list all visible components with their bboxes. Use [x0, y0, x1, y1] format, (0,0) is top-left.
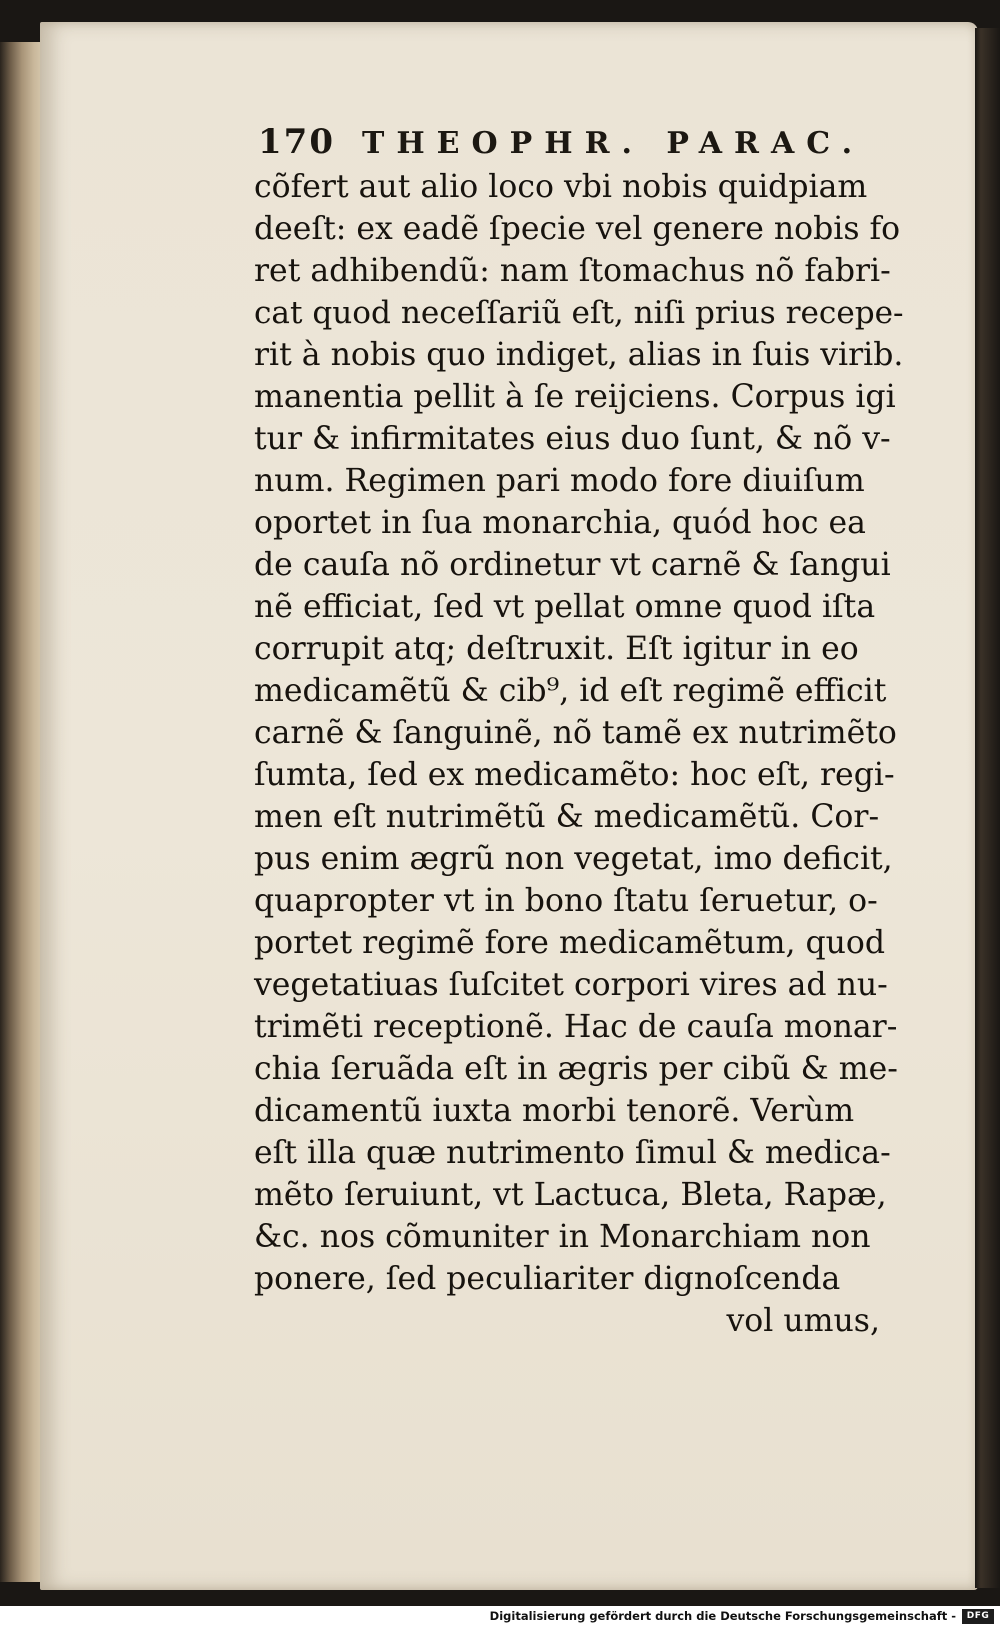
text-line: chia ſeruãda eſt in ægris per cibũ & me- [254, 1051, 898, 1087]
text-line: pus enim ægrũ non vegetat, imo deficit, [254, 841, 893, 877]
text-line: quapropter vt in bono ſtatu ſeruetur, o- [254, 883, 878, 919]
dfg-logo: DFG [962, 1609, 994, 1624]
text-line: trimẽti receptionẽ. Hac de cauſa monar- [254, 1009, 898, 1045]
funding-credit: Digitalisierung gefördert durch die Deutsche Forschungsgemeinschaft - [489, 1609, 956, 1623]
text-line: tur & infirmitates eius duo ſunt, & nõ v- [254, 421, 891, 457]
text-line: men eſt nutrimẽtũ & medicamẽtũ. Cor- [254, 799, 880, 835]
text-line: de cauſa nõ ordinetur vt carnẽ & ſangui [254, 547, 891, 583]
text-line: medicamẽtũ & cib⁹, id eſt regimẽ efficit [254, 673, 887, 709]
text-line: ſumta, ſed ex medicamẽto: hoc eſt, regi- [254, 757, 895, 793]
page-edges-left [0, 42, 45, 1582]
page-header [258, 122, 898, 170]
text-line: deeſt: ex eadẽ ſpecie vel genere nobis fo [254, 211, 901, 247]
text-line: portet regimẽ fore medicamẽtum, quod [254, 925, 886, 961]
catchword: vol umus, [726, 1303, 880, 1339]
text-line: ponere, ſed peculiariter dignoſcenda [254, 1261, 841, 1297]
text-line: corrupit atq; deſtruxit. Eſt igitur in eo [254, 631, 859, 667]
text-line: num. Regimen pari modo fore diuiſum [254, 463, 865, 499]
text-line: carnẽ & ſanguinẽ, nõ tamẽ ex nutrimẽto [254, 715, 897, 751]
text-line: dicamentũ iuxta morbi tenorẽ. Verùm [254, 1093, 855, 1129]
text-line: rit à nobis quo indiget, alias in ſuis virib. [254, 337, 904, 373]
page-number: 170 [258, 122, 335, 162]
text-line: cõfert aut alio loco vbi nobis quidpiam [254, 169, 868, 205]
body-text [254, 166, 904, 1342]
text-line: nẽ efficiat, ſed vt pellat omne quod iſta [254, 589, 876, 625]
text-line: eſt illa quæ nutrimento ſimul & medica- [254, 1135, 891, 1171]
text-line: cat quod neceſſariũ eſt, niſi prius recepe- [254, 295, 904, 331]
text-line: mẽto ſeruiunt, vt Lactuca, Bleta, Rapæ, [254, 1177, 887, 1213]
running-head: THEOPHR. PARAC. [362, 126, 865, 161]
text-line: &c. nos cõmuniter in Monarchiam non [254, 1219, 871, 1255]
text-line: vegetatiuas ſuſcitet corpori vires ad nu- [254, 967, 888, 1003]
text-line: manentia pellit à ſe reijciens. Corpus igi [254, 379, 896, 415]
digitization-footer [0, 1606, 1000, 1628]
text-line: ret adhibendũ: nam ſtomachus nõ fabri- [254, 253, 891, 289]
page-edges-right [975, 28, 1000, 1588]
text-line: oportet in ſua monarchia, quód hoc ea [254, 505, 866, 541]
